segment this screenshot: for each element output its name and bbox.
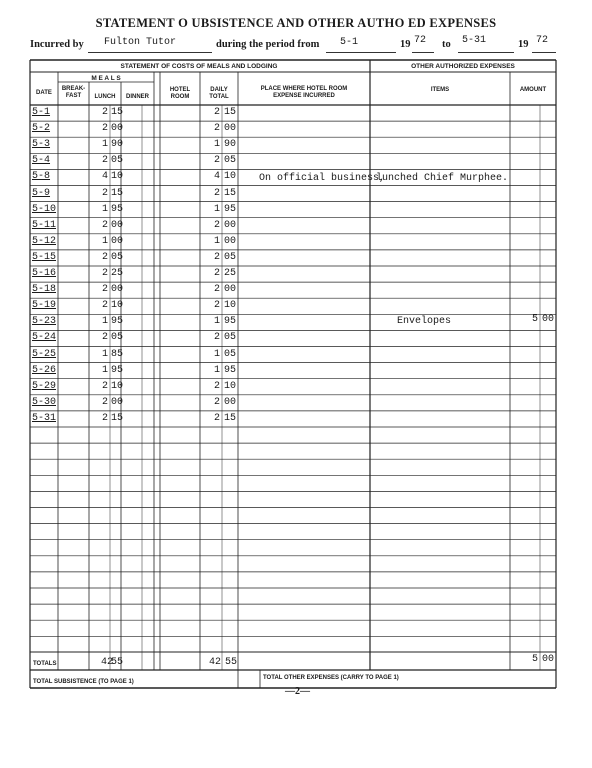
row-daily-dollars: 2 — [213, 187, 220, 199]
row-lunch-dollars: 4 — [101, 171, 108, 183]
totals-daily-cents: 55 — [225, 657, 238, 668]
row-lunch-dollars: 2 — [101, 155, 108, 167]
col-breakfast-header: BREAK- FAST — [61, 86, 86, 99]
from-year-value: 72 — [414, 35, 427, 46]
row-amount-cents: 00 — [542, 314, 555, 326]
row-lunch-dollars: 2 — [101, 107, 108, 118]
col-date-header: DATE — [36, 90, 52, 96]
incurred-by-value: Fulton Tutor — [104, 37, 177, 48]
row-daily-cents: 00 — [224, 396, 237, 408]
row-lunch-dollars: 2 — [101, 284, 108, 296]
row-daily-cents: 00 — [224, 123, 237, 135]
row-daily-dollars: 1 — [213, 203, 220, 215]
row-daily-cents: 10 — [224, 300, 237, 312]
row-daily-cents: 15 — [224, 107, 237, 118]
period-label: during the period from — [216, 39, 320, 50]
row-date: 5-4 — [32, 155, 51, 167]
col-lunch-header: LUNCH — [94, 94, 116, 100]
row-date: 5-16 — [32, 268, 57, 279]
row-lunch-dollars: 2 — [101, 412, 108, 424]
to-date-value: 5-31 — [462, 35, 487, 46]
to-label: to — [442, 39, 451, 50]
row-lunch-dollars: 1 — [101, 316, 108, 328]
row-lunch-cents: 00 — [111, 284, 124, 296]
row-daily-dollars: 2 — [213, 219, 220, 231]
row-lunch-cents: 15 — [111, 107, 124, 118]
row-lunch-cents: 95 — [111, 316, 124, 328]
from-date-value: 5-1 — [340, 37, 359, 48]
page-number: —2— — [285, 686, 310, 697]
row-lunch-dollars: 2 — [101, 300, 108, 312]
row-daily-cents: 95 — [224, 203, 237, 215]
row-daily-dollars: 2 — [213, 155, 220, 167]
row-lunch-dollars: 2 — [101, 268, 108, 279]
totals-lunch-dollars: 42 — [100, 657, 113, 668]
row-daily-cents: 00 — [224, 284, 237, 296]
row-date: 5-15 — [32, 251, 57, 263]
row-date: 5-24 — [32, 332, 57, 344]
col-hotel-room-header: HOTEL ROOM — [169, 87, 191, 100]
row-lunch-cents: 10 — [111, 171, 124, 183]
row-amount-dollars: 5 — [531, 314, 538, 326]
row-date: 5-25 — [32, 348, 57, 360]
row-daily-cents: 10 — [224, 380, 237, 392]
row-lunch-cents: 95 — [111, 364, 124, 376]
to-year-prefix: 19 — [518, 39, 529, 50]
totals-label: TOTALS — [33, 661, 57, 667]
totals-amount-dollars: 5 — [531, 654, 538, 665]
row-date: 5-10 — [32, 203, 57, 215]
row-daily-dollars: 1 — [213, 235, 220, 247]
col-place-header: PLACE WHERE HOTEL ROOM EXPENSE INCURRED — [260, 86, 348, 99]
row-lunch-cents: 00 — [111, 396, 124, 408]
row-daily-cents: 00 — [224, 235, 237, 247]
row-date: 5-18 — [32, 284, 57, 296]
row-daily-dollars: 2 — [213, 251, 220, 263]
row-lunch-cents: 85 — [111, 348, 124, 360]
row-lunch-dollars: 1 — [101, 348, 108, 360]
row-date: 5-26 — [32, 364, 57, 376]
from-year-prefix: 19 — [400, 39, 411, 50]
row-daily-dollars: 2 — [213, 396, 220, 408]
row-lunch-dollars: 1 — [101, 235, 108, 247]
row-date: 5-29 — [32, 380, 57, 392]
row-lunch-cents: 00 — [111, 219, 124, 231]
row-date: 5-3 — [32, 139, 51, 151]
row-daily-dollars: 4 — [213, 171, 220, 183]
totals-lunch-cents: 55 — [111, 657, 124, 668]
row-lunch-cents: 25 — [111, 268, 124, 279]
row-daily-cents: 15 — [224, 412, 237, 424]
col-meals-header: M E A L S — [91, 75, 121, 82]
section-other-expenses: OTHER AUTHORIZED EXPENSES — [411, 63, 515, 70]
row-daily-dollars: 1 — [213, 348, 220, 360]
row-daily-dollars: 2 — [213, 107, 220, 118]
row-lunch-cents: 15 — [111, 187, 124, 199]
row-daily-cents: 05 — [224, 348, 237, 360]
row-lunch-dollars: 2 — [101, 123, 108, 135]
row-lunch-cents: 05 — [111, 332, 124, 344]
row-date: 5-23 — [32, 316, 57, 328]
row-items: Envelopes — [397, 316, 452, 328]
col-dinner-header: DINNER — [125, 94, 149, 100]
row-date: 5-8 — [32, 171, 51, 183]
row-daily-dollars: 2 — [213, 332, 220, 344]
row-daily-cents: 05 — [224, 155, 237, 167]
row-daily-cents: 05 — [224, 332, 237, 344]
row-daily-dollars: 2 — [213, 284, 220, 296]
col-items-header: ITEMS — [430, 87, 450, 93]
row-lunch-dollars: 2 — [101, 187, 108, 199]
row-daily-cents: 90 — [224, 139, 237, 151]
row-daily-cents: 05 — [224, 251, 237, 263]
row-date: 5-2 — [32, 123, 51, 135]
col-daily-total-header: DAILY TOTAL — [209, 87, 229, 100]
row-daily-cents: 95 — [224, 316, 237, 328]
row-daily-dollars: 2 — [213, 300, 220, 312]
row-lunch-dollars: 2 — [101, 251, 108, 263]
row-daily-dollars: 1 — [213, 139, 220, 151]
row-daily-dollars: 2 — [213, 412, 220, 424]
row-lunch-dollars: 2 — [101, 219, 108, 231]
row-lunch-cents: 05 — [111, 155, 124, 167]
row-lunch-cents: 00 — [111, 123, 124, 135]
totals-amount-cents: 00 — [542, 654, 555, 665]
row-lunch-cents: 10 — [111, 380, 124, 392]
row-lunch-dollars: 2 — [101, 332, 108, 344]
row-date: 5-9 — [32, 187, 51, 199]
row-place: On official business, — [259, 173, 386, 185]
row-date: 5-19 — [32, 300, 57, 312]
row-date: 5-31 — [32, 412, 57, 424]
row-daily-cents: 00 — [224, 219, 237, 231]
row-lunch-cents: 95 — [111, 203, 124, 215]
row-daily-cents: 15 — [224, 187, 237, 199]
col-amount-header: AMOUNT — [519, 87, 547, 93]
row-daily-cents: 25 — [224, 268, 237, 279]
total-subsistence-label: TOTAL SUBSISTENCE (TO PAGE 1) — [33, 679, 134, 685]
row-lunch-dollars: 1 — [101, 139, 108, 151]
row-lunch-cents: 05 — [111, 251, 124, 263]
section-meals-lodging: STATEMENT OF COSTS OF MEALS AND LODGING — [120, 63, 278, 70]
row-lunch-cents: 00 — [111, 235, 124, 247]
row-daily-cents: 10 — [224, 171, 237, 183]
row-daily-dollars: 2 — [213, 268, 220, 279]
row-daily-cents: 95 — [224, 364, 237, 376]
incurred-by-label: Incurred by — [30, 39, 84, 50]
row-date: 5-11 — [32, 219, 57, 231]
row-lunch-dollars: 2 — [101, 396, 108, 408]
row-date: 5-12 — [32, 235, 57, 247]
row-daily-dollars: 2 — [213, 123, 220, 135]
row-daily-dollars: 1 — [213, 364, 220, 376]
row-lunch-dollars: 1 — [101, 203, 108, 215]
row-daily-dollars: 1 — [213, 316, 220, 328]
row-lunch-cents: 15 — [111, 412, 124, 424]
row-lunch-cents: 90 — [111, 139, 124, 151]
row-items: lunched Chief Murphee. — [376, 173, 509, 185]
totals-daily-dollars: 42 — [208, 657, 221, 668]
row-lunch-dollars: 2 — [101, 380, 108, 392]
to-year-value: 72 — [536, 35, 549, 46]
row-lunch-dollars: 1 — [101, 364, 108, 376]
row-date: 5-1 — [32, 107, 51, 118]
total-other-expenses-label: TOTAL OTHER EXPENSES (CARRY TO PAGE 1) — [263, 675, 399, 681]
row-lunch-cents: 10 — [111, 300, 124, 312]
row-date: 5-30 — [32, 396, 57, 408]
row-daily-dollars: 2 — [213, 380, 220, 392]
form-title: STATEMENT O UBSISTENCE AND OTHER AUTHO ED EXPENSES — [95, 16, 497, 30]
